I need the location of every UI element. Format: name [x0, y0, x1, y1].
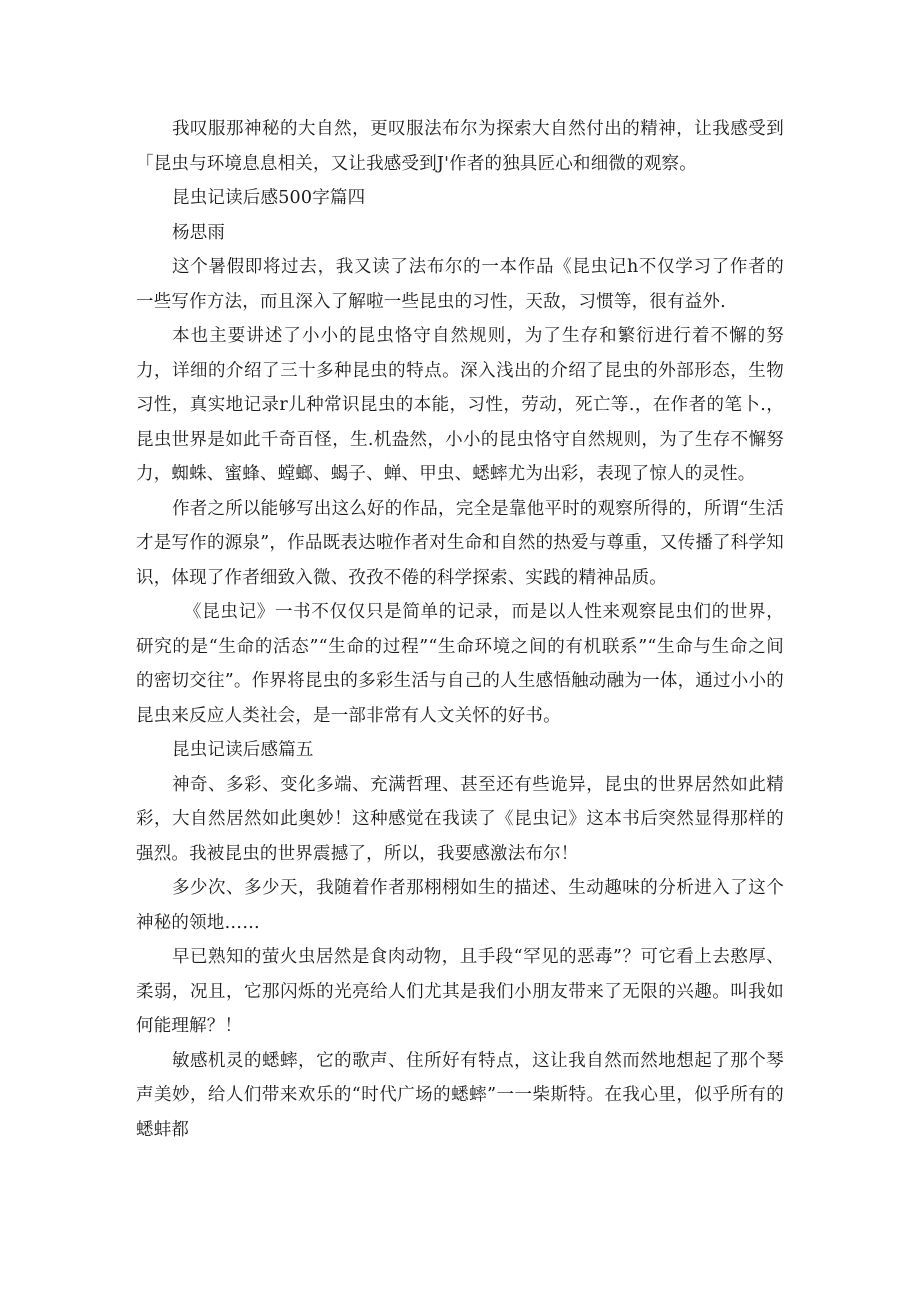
paragraph: 这个暑假即将过去，我又读了法布尔的一本作品《昆虫记h不仅学习了作者的一些写作方法，而且深入了解啦一些昆虫的习性，天敌，习惯等，很有益外. — [136, 257, 784, 312]
document-page — [136, 112, 784, 1147]
section-heading: 昆虫记读后感篇五 — [172, 740, 314, 760]
paragraph: 《昆虫记》一书不仅仅只是简单的记录，而是以人性来观察昆虫们的世界，研究的是“生命的活态”“生命的过程”“生命环境之间的有机联系”“生命与生命之间的密切交往”。作界将昆虫的多彩生活与自己的人生感悟触动融为一体，通过小小的昆虫来反应人类社会，是一部非常有人文关怀的好书。 — [136, 602, 784, 726]
paragraph: 多少次、多少天，我随着作者那栩栩如生的描述、生动趣味的分析进入了这个神秘的领地…… — [136, 878, 784, 933]
paragraph: 作者之所以能够写出这么好的作品，完全是靠他平时的观察所得的，所谓“生活才是写作的源泉”，作品既表达啦作者对生命和自然的热爱与尊重，又传播了科学知识，体现了作者细致入微、孜孜不倦的科学探索、实践的精神品质。 — [136, 498, 784, 588]
paragraph: 敏感机灵的蟋蟀，它的歌声、住所好有特点，这让我自然而然地想起了那个琴声美妙，给人们带来欢乐的“时代广场的蟋蟀”一一柴斯特。在我心里，似乎所有的蟋蚌都 — [136, 1050, 784, 1140]
section-heading: 昆虫记读后感500字篇四 — [172, 188, 366, 208]
paragraph: 本也主要讲述了小小的昆虫恪守自然规则，为了生存和繁衍进行着不懈的努力，详细的介绍了三十多种昆虫的特点。深入浅出的介绍了昆虫的外部形态，生物习性，真实地记录r儿种常识昆虫的本能，习性，劳动，死亡等.，在作者的笔卜.，昆虫世界是如此千奇百怪，生.机盎然，小小的昆虫恪守自然规则，为了生存不懈努力，蜘蛛、蜜蜂、螳螂、蝎子、蝉、甲虫、蟋蟀尤为出彩，表现了惊人的灵性。 — [136, 326, 784, 484]
paragraph: 早已熟知的萤火虫居然是食肉动物，且手段“罕见的恶毒”？可它看上去憨厚、柔弱，况且，它那闪烁的光亮给人们尤其是我们小朋友带来了无限的兴趣。叫我如何能理解？！ — [136, 947, 784, 1036]
author-name: 杨思雨 — [172, 222, 226, 243]
paragraph: 我叹服那神秘的大自然，更叹服法布尔为探索大自然付出的精神，让我感受到「昆虫与环境息息相关，又让我感受到J'作者的独具匠心和细微的观察。 — [136, 119, 784, 174]
paragraph: 神奇、多彩、变化多端、充满哲理、甚至还有些诡异，昆虫的世界居然如此精彩，大自然居然如此奥妙！这种感觉在我读了《昆虫记》这本书后突然显得那样的强烈。我被昆虫的世界震撼了，所以，我要感激法布尔！ — [136, 774, 784, 864]
